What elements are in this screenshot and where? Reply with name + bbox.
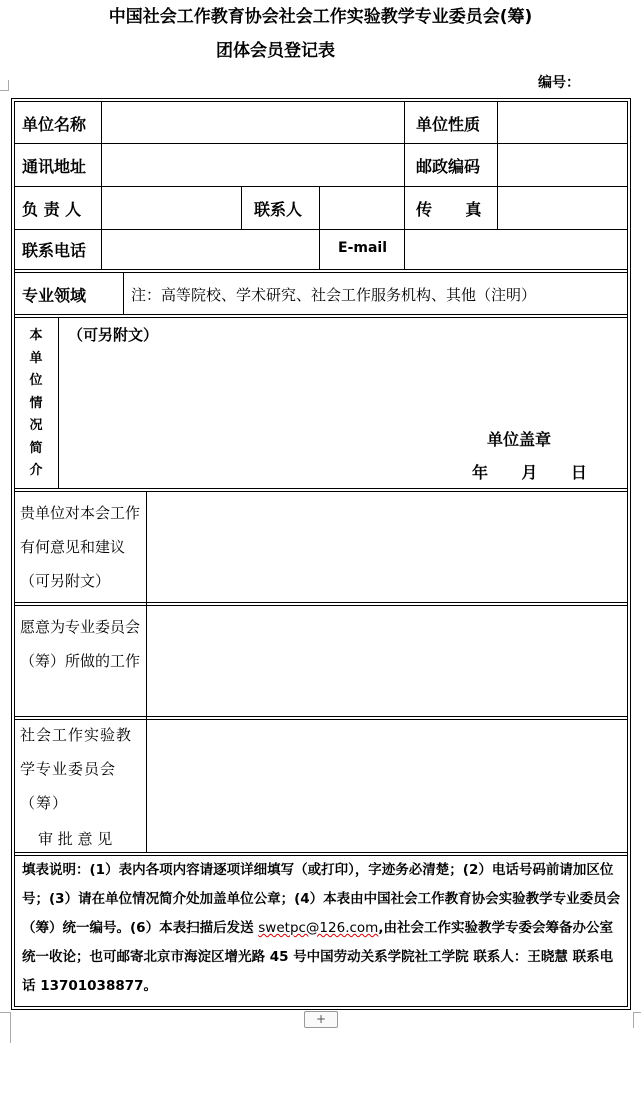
phone-label: 联系电话 <box>22 241 87 260</box>
table-rule-line <box>14 314 628 315</box>
number-label: 编号： <box>538 75 580 91</box>
table-rule-line <box>404 101 405 186</box>
opinion-label: 贵单位对本会工作有何意见和建议（可另附文） <box>20 504 141 590</box>
table-rule-line <box>14 317 628 318</box>
unit-type-label: 单位性质 <box>416 115 481 134</box>
postcode-field[interactable] <box>499 145 626 184</box>
fax-label: 传 真 <box>416 200 482 219</box>
opinion-field[interactable] <box>148 493 626 600</box>
table-rule-line <box>101 101 102 269</box>
email-field[interactable] <box>406 231 626 267</box>
address-field[interactable] <box>103 145 402 184</box>
form-subtitle: 团体会员登记表 <box>216 41 335 61</box>
table-rule-line <box>14 602 628 603</box>
table-rule-line <box>14 491 628 492</box>
table-rule-line <box>14 716 628 717</box>
intro-label: 本 单 位 情 况 简 介 <box>29 328 43 478</box>
table-rule-line <box>319 186 320 269</box>
add-row-button[interactable]: + <box>304 1011 338 1028</box>
table-rule-line <box>14 229 628 230</box>
approval-label: 社会工作实验教学专业委员会（筹） <box>20 726 133 812</box>
person-in-charge-field[interactable] <box>103 188 239 227</box>
crop-mark <box>0 80 9 91</box>
postcode-label: 邮政编码 <box>416 157 481 176</box>
unit-type-field[interactable] <box>499 103 626 141</box>
email-label: E-mail <box>338 240 388 256</box>
willing-label: 愿意为专业委员会（筹）所做的工作 <box>20 618 141 670</box>
table-rule-line <box>14 488 628 489</box>
intro-hint: （可另附文） <box>68 326 159 344</box>
table-rule-line <box>146 491 147 852</box>
address-label: 通讯地址 <box>22 157 87 176</box>
fill-instructions: 填表说明：(1）表内各项内容请逐项详细填写（或打印），字迹务必清楚；(2）电话号码前请加区位号；(3）请在单位情况简介处加盖单位公章；(4）本表由中国社会工作教育协会实验教学专业委员会（筹）统一编号。(6）本表扫描后发送 swetpc@126.com,由社会工作实验教学专委会筹备办公室统一收论；也可邮寄北京市海淀区增光路 45 号中国劳动关系学院社工学院 联系人：王晓慧 联系电话 13701038877。 <box>22 862 621 994</box>
contact-field[interactable] <box>321 188 402 227</box>
table-rule-line <box>14 143 628 144</box>
crop-mark <box>633 1012 641 1028</box>
table-rule-line <box>14 605 628 606</box>
fax-field[interactable] <box>499 188 626 227</box>
approval-sub-label: 审 批 意 见 <box>38 830 113 848</box>
table-rule-line <box>14 852 628 853</box>
table-rule-line <box>14 269 628 270</box>
unit-name-label: 单位名称 <box>22 115 87 134</box>
unit-name-field[interactable] <box>103 103 402 141</box>
willing-field[interactable] <box>148 607 626 714</box>
field-note: 注：高等院校、学术研究、社会工作服务机构、其他（注明） <box>131 286 537 304</box>
field-label: 专业领域 <box>22 286 87 305</box>
table-rule-line <box>497 101 498 229</box>
table-rule-line <box>404 186 405 269</box>
form-title: 中国社会工作教育协会社会工作实验教学专业委员会(筹) <box>108 7 533 27</box>
crop-mark <box>0 1012 11 1043</box>
submission-email: swetpc@126.com <box>258 920 379 936</box>
table-rule-line <box>14 186 628 187</box>
phone-field[interactable] <box>103 231 317 267</box>
table-rule-line <box>241 186 242 229</box>
date-label: 年 月 日 <box>472 463 587 482</box>
table-rule-line <box>14 272 628 273</box>
approval-field[interactable] <box>148 721 626 850</box>
seal-label: 单位盖章 <box>487 430 552 449</box>
contact-label: 联系人 <box>254 200 303 219</box>
person-in-charge-label: 负 责 人 <box>22 200 82 219</box>
table-rule-line <box>123 272 124 314</box>
table-rule-line <box>58 317 59 488</box>
